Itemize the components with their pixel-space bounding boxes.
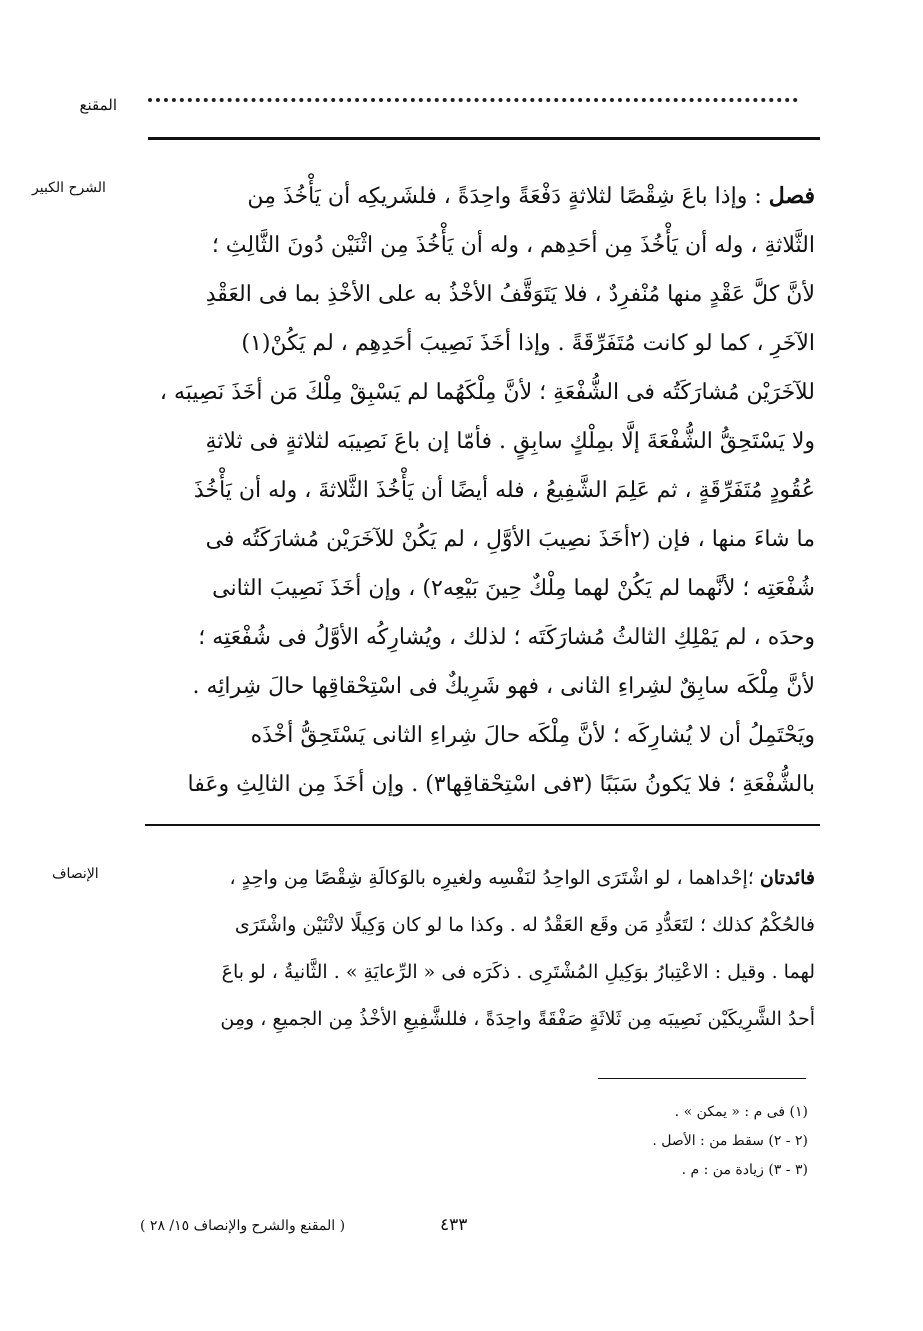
running-header-title: المقنع	[79, 96, 117, 114]
volume-reference: ( المقنع والشرح والإنصاف ١٥/ ٢٨ )	[140, 1218, 346, 1234]
text-line: فالحُكْمُ كذلك ؛ لتَعَدُّدِ مَن وقَع العَقْدُ له . وكذا ما لو كان وَكِيلًا لاثْنَيْن واشْتَرَى	[234, 914, 815, 936]
text-line-content: : وإذا باعَ شِقْصًا لثلاثةٍ دَفْعَةً واحِدَةً ، فلشَريكِه أن يَأْخُذَ مِن	[247, 184, 762, 209]
margin-label-sharh: الشرح الكبير	[32, 180, 106, 196]
text-line-content: ؛إحْداهما ، لو اشْتَرَى الواحِدُ لنَفْسِه ولغيرِه بالوَكالَةِ شِقْصًا مِن واحِدٍ ،	[229, 867, 754, 889]
text-line: للآخَرَيْن مُشارَكَتُه فى الشُّفْعَةِ ؛ لأنَّ مِلْكَهُما لم يَسْبِقْ مِلْكَ مَن أخَذَ نَصِيبَه ،	[159, 380, 815, 405]
text-line: الثَّلاثةِ ، وله أن يَأْخُذَ مِن أحَدِهم ، وله أن يَأْخُذَ مِن اثْنَيْن دُونَ الثَّالِثِ ؛	[211, 233, 815, 258]
text-line	[145, 855, 815, 902]
main-text-block	[145, 172, 815, 809]
heading-faidatan: فائدتان	[759, 867, 815, 889]
text-line: وحدَه ، لم يَمْلِكِ الثالثُ مُشارَكَتَه ؛ لذلك ، ويُشارِكُه الأوَّلُ فى شُفْعَتِه ؛	[198, 625, 815, 650]
text-line: لأنَّ مِلْكَه سابِقٌ لشِراءِ الثانى ، فهو شَرِيكٌ فى اسْتِحْقاقِها حالَ شِرائِه .	[192, 674, 815, 699]
footnote-rule	[598, 1078, 806, 1079]
section-heading-fasl: فصل	[768, 183, 815, 209]
footnotes	[408, 1098, 808, 1185]
text-line: بالشُّفْعَةِ ؛ فلا يَكونُ سَبَبًا (٣فى اسْتِحْقاقِها٣) . وإن أخَذَ مِن الثالِثِ وعَفا	[187, 772, 815, 797]
text-line: الآخَرِ ، كما لو كانت مُتَفَرِّقَةً . وإذا أخَذَ نَصِيبَ أحَدِهِم ، لم يَكُنْ(١)	[241, 331, 815, 356]
section-divider	[145, 824, 820, 826]
text-line: ولا يَسْتَحِقُّ الشُّفْعَةَ إلَّا بمِلْكٍ سابِقٍ . فأمّا إن باعَ نَصِيبَه لثلاثةٍ فى ثلاثةِ	[205, 429, 815, 454]
footnote-item: (١) فى م : « يمكن » .	[674, 1104, 808, 1120]
margin-label-insaf: الإنصاف	[52, 866, 99, 882]
footnote-item: (٢ - ٢) سقط من : الأصل .	[652, 1133, 808, 1149]
text-line: ما شاءَ منها ، فإن (٢أخَذَ نصِيبَ الأوَّلِ ، لم يَكُنْ للآخَرَيْن مُشارَكَتُه فى	[205, 527, 815, 552]
text-line: عُقُودٍ مُتَفَرِّقَةٍ ، ثم عَلِمَ الشَّفِيعُ ، فله أيضًا أن يَأْخُذَ الثَّلاثةَ ، وله أن يَأْخُذَ	[193, 478, 815, 503]
page-number: ٤٣٣	[440, 1215, 468, 1235]
text-line: أحدُ الشَّرِيكَيْن نَصِيبَه مِن ثَلاثَةٍ صَفْقَةً واحِدَةً ، فللشَّفِيعِ الأخْذُ مِن الجميعِ ، ومِن	[220, 1008, 815, 1030]
text-line: شُفْعَتِه ؛ لأنَّهما لم يَكُنْ لهما مِلْكٌ حِينَ بَيْعِه٢) ، وإن أخَذَ نَصِيبَ الثانى	[212, 576, 815, 601]
footnote-item: (٣ - ٣) زيادة من : م .	[681, 1162, 808, 1178]
header-rule	[148, 137, 820, 140]
insaf-text-block	[145, 855, 815, 1043]
text-line: لأنَّ كلَّ عَقْدٍ منها مُنْفرِدٌ ، فلا يَتَوَقَّفُ الأخْذُ به على الأخْذِ بما فى العَقْدِ	[205, 282, 815, 307]
text-line	[145, 172, 815, 221]
header-dotted-leader	[148, 98, 798, 106]
text-line: ويَحْتَمِلُ أن لا يُشارِكَه ؛ لأنَّ مِلْكَه حالَ شِراءِ الثانى يَسْتَحِقُّ أخْذَه	[250, 723, 815, 748]
text-line: لهما . وقيل : الاعْتِبارُ بوَكِيلِ المُشْتَرِى . ذكَرَه فى « الرِّعايَةِ » . الثَّانيةُ ، لو باعَ	[221, 961, 815, 983]
